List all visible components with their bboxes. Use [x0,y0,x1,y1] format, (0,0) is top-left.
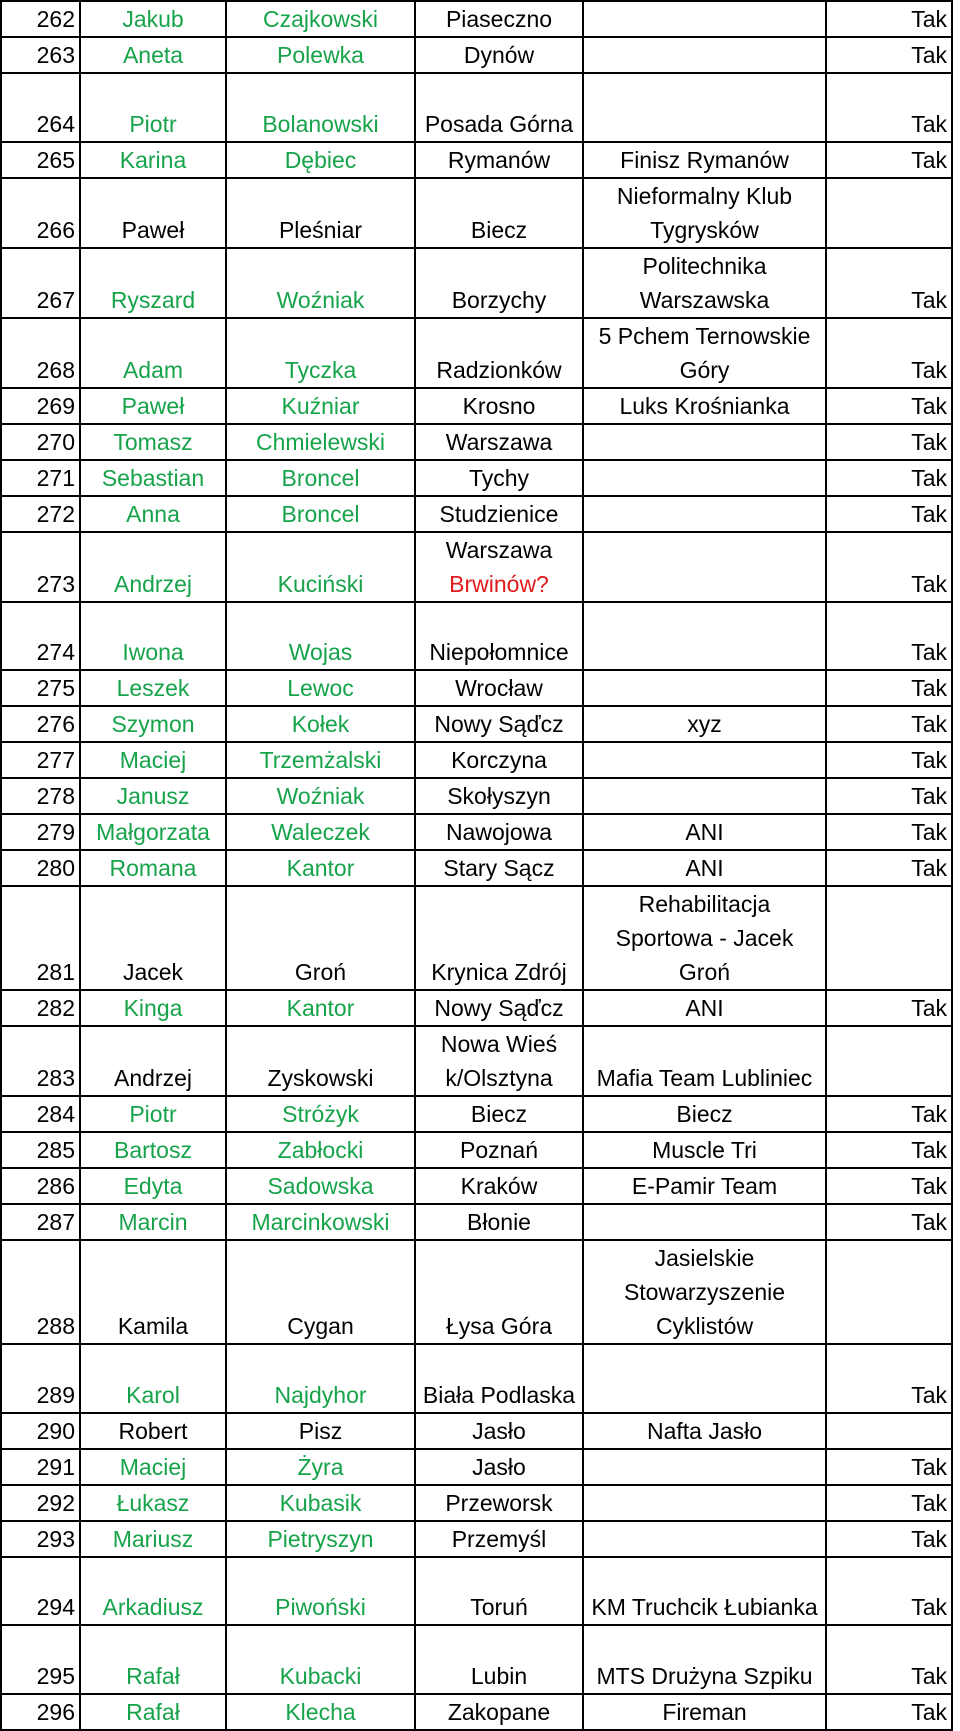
team-cell: 5 Pchem Ternowskie Góry [583,318,826,388]
city-cell [415,850,583,886]
city-text: Studzienice [439,500,559,527]
confirmation-cell [826,1240,952,1344]
table-row [1,1344,952,1413]
city-cell [415,1694,583,1730]
city-text: Krynica Zdrój [431,959,567,986]
city-text: Toruń [470,1594,528,1621]
city-cell [415,990,583,1026]
confirmation-cell: Tak [826,388,952,424]
city-text: Wrocław [455,675,543,702]
city-cell [415,1,583,37]
table-row [1,1168,952,1204]
city-text: Stary Sącz [443,855,555,882]
team-cell: Rehabilitacja Sportowa - Jacek Groń [583,886,826,990]
team-cell [583,1521,826,1557]
city-cell [415,742,583,778]
last-name-cell: Kubasik [226,1485,415,1521]
city-text: Łysa Góra [445,1313,553,1340]
team-cell [583,1485,826,1521]
city-cell [415,778,583,814]
team-cell: xyz [583,706,826,742]
team-cell: ANI [583,814,826,850]
team-cell: MTS Drużyna Szpiku [583,1625,826,1694]
city-text: Biecz [470,1101,528,1128]
table-row [1,178,952,248]
team-cell [583,670,826,706]
last-name-cell: Broncel [226,496,415,532]
city-cell [415,248,583,318]
confirmation-cell: Tak [826,850,952,886]
first-name-cell: Edyta [80,1168,226,1204]
team-cell: Mafia Team Lubliniec [583,1026,826,1096]
city-cell [415,670,583,706]
city-text: Krosno [462,392,536,419]
city-text: Piaseczno [445,6,553,32]
table-row [1,742,952,778]
city-cell [415,73,583,142]
first-name-cell: Jakub [80,1,226,37]
last-name-cell: Sadowska [226,1168,415,1204]
first-name-cell: Marcin [80,1204,226,1240]
table-row [1,602,952,671]
first-name-cell: Robert [80,1413,226,1449]
row-number-cell: 294 [1,1557,80,1626]
last-name-cell: Chmielewski [226,424,415,460]
last-name-cell: Kuciński [226,532,415,602]
row-number-cell: 277 [1,742,80,778]
table-row [1,850,952,886]
city-cell [415,1240,583,1344]
city-cell [415,37,583,73]
first-name-cell: Andrzej [80,532,226,602]
last-name-cell: Kubacki [226,1625,415,1694]
confirmation-cell: Tak [826,814,952,850]
last-name-cell: Marcinkowski [226,1204,415,1240]
table-row [1,1449,952,1485]
team-cell [583,73,826,142]
confirmation-cell: Tak [826,424,952,460]
team-cell [583,424,826,460]
first-name-cell: Ryszard [80,248,226,318]
team-cell: Politechnika Warszawska [583,248,826,318]
city-cell [415,1625,583,1694]
last-name-cell: Pisz [226,1413,415,1449]
row-number-cell: 293 [1,1521,80,1557]
first-name-cell: Rafał [80,1625,226,1694]
city-cell [415,1521,583,1557]
last-name-cell: Cygan [226,1240,415,1344]
row-number-cell: 262 [1,1,80,37]
table-row [1,990,952,1026]
city-text: Zakopane [447,1698,551,1725]
city-cell [415,814,583,850]
first-name-cell: Leszek [80,670,226,706]
confirmation-cell: Tak [826,318,952,388]
row-number-cell: 276 [1,706,80,742]
city-text: Przeworsk [445,1489,553,1516]
last-name-cell: Groń [226,886,415,990]
city-text: Borzychy [451,286,547,313]
table-row [1,496,952,532]
first-name-cell: Maciej [80,742,226,778]
first-name-cell: Małgorzata [80,814,226,850]
city-cell [415,1204,583,1240]
first-name-cell: Paweł [80,388,226,424]
table-row [1,778,952,814]
first-name-cell: Andrzej [80,1026,226,1096]
confirmation-cell [826,1413,952,1449]
table-row [1,1240,952,1344]
table-row [1,424,952,460]
first-name-cell: Jacek [80,886,226,990]
last-name-cell: Polewka [226,37,415,73]
first-name-cell: Arkadiusz [80,1557,226,1626]
row-number-cell: 287 [1,1204,80,1240]
confirmation-cell: Tak [826,1132,952,1168]
table-row [1,142,952,178]
team-cell [583,1,826,37]
last-name-cell: Klecha [226,1694,415,1730]
city-cell [415,1132,583,1168]
table-row [1,1625,952,1694]
table-row [1,706,952,742]
row-number-cell: 269 [1,388,80,424]
first-name-cell: Rafał [80,1694,226,1730]
table-row [1,814,952,850]
first-name-cell: Bartosz [80,1132,226,1168]
city-cell [415,1449,583,1485]
confirmation-cell [826,178,952,248]
last-name-cell: Kantor [226,850,415,886]
city-text: Posada Górna [424,110,574,137]
last-name-cell: Zabłocki [226,1132,415,1168]
last-name-cell: Żyra [226,1449,415,1485]
row-number-cell: 279 [1,814,80,850]
last-name-cell: Tyczka [226,318,415,388]
team-cell [583,532,826,602]
confirmation-cell: Tak [826,990,952,1026]
confirmation-cell: Tak [826,1521,952,1557]
row-number-cell: 271 [1,460,80,496]
last-name-cell: Piwoński [226,1557,415,1626]
first-name-cell: Paweł [80,178,226,248]
row-number-cell: 265 [1,142,80,178]
city-text: Lubin [470,1662,528,1689]
city-text: Poznań [459,1137,538,1164]
city-alt-text: Brwinów? [449,570,549,597]
table-row [1,37,952,73]
confirmation-cell [826,1026,952,1096]
confirmation-cell: Tak [826,1557,952,1626]
row-number-cell: 286 [1,1168,80,1204]
last-name-cell: Woźniak [226,248,415,318]
first-name-cell: Mariusz [80,1521,226,1557]
row-number-cell: 296 [1,1694,80,1730]
city-text: Przemyśl [451,1525,547,1552]
table-row [1,1694,952,1730]
last-name-cell: Lewoc [226,670,415,706]
team-cell [583,742,826,778]
confirmation-cell: Tak [826,1625,952,1694]
row-number-cell: 284 [1,1096,80,1132]
confirmation-cell: Tak [826,532,952,602]
city-cell [415,706,583,742]
row-number-cell: 288 [1,1240,80,1344]
first-name-cell: Piotr [80,73,226,142]
last-name-cell: Trzemżalski [226,742,415,778]
row-number-cell: 280 [1,850,80,886]
row-number-cell: 274 [1,602,80,671]
row-number-cell: 264 [1,73,80,142]
city-text: Warszawa [445,428,553,455]
row-number-cell: 278 [1,778,80,814]
row-number-cell: 289 [1,1344,80,1413]
confirmation-cell: Tak [826,602,952,671]
city-text: Nawojowa [445,819,553,846]
city-cell [415,1413,583,1449]
first-name-cell: Janusz [80,778,226,814]
confirmation-cell: Tak [826,706,952,742]
row-number-cell: 292 [1,1485,80,1521]
team-cell: Luks Krośnianka [583,388,826,424]
last-name-cell: Broncel [226,460,415,496]
city-cell [415,1344,583,1413]
team-cell: Nieformalny Klub Tygrysków [583,178,826,248]
team-cell [583,778,826,814]
last-name-cell: Woźniak [226,778,415,814]
table-row [1,318,952,388]
team-cell: Nafta Jasło [583,1413,826,1449]
first-name-cell: Adam [80,318,226,388]
city-text: Skołyszyn [447,783,551,810]
table-row [1,1,952,37]
table-row [1,248,952,318]
city-cell [415,1485,583,1521]
confirmation-cell: Tak [826,73,952,142]
first-name-cell: Aneta [80,37,226,73]
city-cell [415,1557,583,1626]
city-text: Rymanów [447,146,551,173]
table-row [1,1413,952,1449]
row-number-cell: 282 [1,990,80,1026]
first-name-cell: Anna [80,496,226,532]
row-number-cell: 263 [1,37,80,73]
team-cell: ANI [583,850,826,886]
city-cell [415,1168,583,1204]
confirmation-cell: Tak [826,1096,952,1132]
team-cell: E-Pamir Team [583,1168,826,1204]
last-name-cell: Kantor [226,990,415,1026]
team-cell: Finisz Rymanów [583,142,826,178]
table-row [1,1557,952,1626]
confirmation-cell: Tak [826,248,952,318]
table-row [1,1204,952,1240]
last-name-cell: Pleśniar [226,178,415,248]
team-cell [583,460,826,496]
row-number-cell: 270 [1,424,80,460]
team-cell: Biecz [583,1096,826,1132]
city-cell [415,532,583,602]
confirmation-cell: Tak [826,1449,952,1485]
table-row [1,73,952,142]
team-cell: KM Truchcik Łubianka [583,1557,826,1626]
first-name-cell: Kinga [80,990,226,1026]
confirmation-cell: Tak [826,37,952,73]
confirmation-cell [826,886,952,990]
city-text: Niepołomnice [429,639,569,666]
last-name-cell: Kołek [226,706,415,742]
first-name-cell: Kamila [80,1240,226,1344]
table-row [1,1521,952,1557]
city-cell [415,1096,583,1132]
first-name-cell: Sebastian [80,460,226,496]
city-text: Kraków [460,1173,538,1200]
confirmation-cell: Tak [826,496,952,532]
first-name-cell: Maciej [80,1449,226,1485]
city-cell [415,388,583,424]
last-name-cell: Najdyhor [226,1344,415,1413]
confirmation-cell: Tak [826,1204,952,1240]
table-row [1,1026,952,1096]
last-name-cell: Bolanowski [226,73,415,142]
city-text: Biała Podlaska [422,1381,576,1408]
city-text: Jasło [472,1417,526,1444]
table-row [1,1132,952,1168]
city-text: Warszawa [445,536,553,563]
confirmation-cell: Tak [826,1694,952,1730]
city-text: Błonie [467,1209,531,1236]
table-row [1,388,952,424]
city-text: Nowy Sąďcz [434,995,564,1022]
first-name-cell: Iwona [80,602,226,671]
city-text: Nowy Sąďcz [434,711,564,738]
confirmation-cell: Tak [826,670,952,706]
last-name-cell: Stróżyk [226,1096,415,1132]
row-number-cell: 275 [1,670,80,706]
row-number-cell: 285 [1,1132,80,1168]
table-row [1,460,952,496]
city-cell [415,460,583,496]
last-name-cell: Zyskowski [226,1026,415,1096]
confirmation-cell: Tak [826,742,952,778]
row-number-cell: 267 [1,248,80,318]
last-name-cell: Dębiec [226,142,415,178]
first-name-cell: Karol [80,1344,226,1413]
first-name-cell: Piotr [80,1096,226,1132]
last-name-cell: Wojas [226,602,415,671]
city-cell [415,602,583,671]
row-number-cell: 273 [1,532,80,602]
row-number-cell: 295 [1,1625,80,1694]
last-name-cell: Waleczek [226,814,415,850]
team-cell [583,496,826,532]
row-number-cell: 291 [1,1449,80,1485]
city-cell [415,496,583,532]
table-row [1,1485,952,1521]
confirmation-cell: Tak [826,460,952,496]
first-name-cell: Tomasz [80,424,226,460]
last-name-cell: Pietryszyn [226,1521,415,1557]
city-cell [415,1026,583,1096]
confirmation-cell: Tak [826,1485,952,1521]
city-text: Tychy [468,464,530,491]
confirmation-cell: Tak [826,778,952,814]
team-cell: Fireman [583,1694,826,1730]
city-text: Biecz [470,216,528,243]
row-number-cell: 281 [1,886,80,990]
team-cell [583,1344,826,1413]
confirmation-cell: Tak [826,142,952,178]
city-cell [415,886,583,990]
table-row [1,532,952,602]
table-row [1,886,952,990]
city-text: Korczyna [451,747,547,774]
city-cell [415,318,583,388]
city-text: Radzionków [436,356,562,383]
city-text: Dynów [463,42,535,68]
table-body [1,1,952,1730]
city-cell [415,142,583,178]
last-name-cell: Czajkowski [226,1,415,37]
row-number-cell: 272 [1,496,80,532]
confirmation-cell: Tak [826,1168,952,1204]
team-cell: Muscle Tri [583,1132,826,1168]
last-name-cell: Kuźniar [226,388,415,424]
city-text: Nowa Wieś k/Olsztyna [440,1031,558,1092]
first-name-cell: Romana [80,850,226,886]
team-cell [583,37,826,73]
city-text: Jasło [472,1453,526,1480]
team-cell [583,1204,826,1240]
team-cell [583,602,826,671]
first-name-cell: Szymon [80,706,226,742]
table-row [1,670,952,706]
city-cell [415,424,583,460]
row-number-cell: 268 [1,318,80,388]
confirmation-cell: Tak [826,1344,952,1413]
city-cell [415,178,583,248]
row-number-cell: 283 [1,1026,80,1096]
first-name-cell: Karina [80,142,226,178]
team-cell [583,1449,826,1485]
team-cell: ANI [583,990,826,1026]
confirmation-cell: Tak [826,1,952,37]
first-name-cell: Łukasz [80,1485,226,1521]
row-number-cell: 266 [1,178,80,248]
team-cell: Jasielskie Stowarzyszenie Cyklistów [583,1240,826,1344]
row-number-cell: 290 [1,1413,80,1449]
table-row [1,1096,952,1132]
